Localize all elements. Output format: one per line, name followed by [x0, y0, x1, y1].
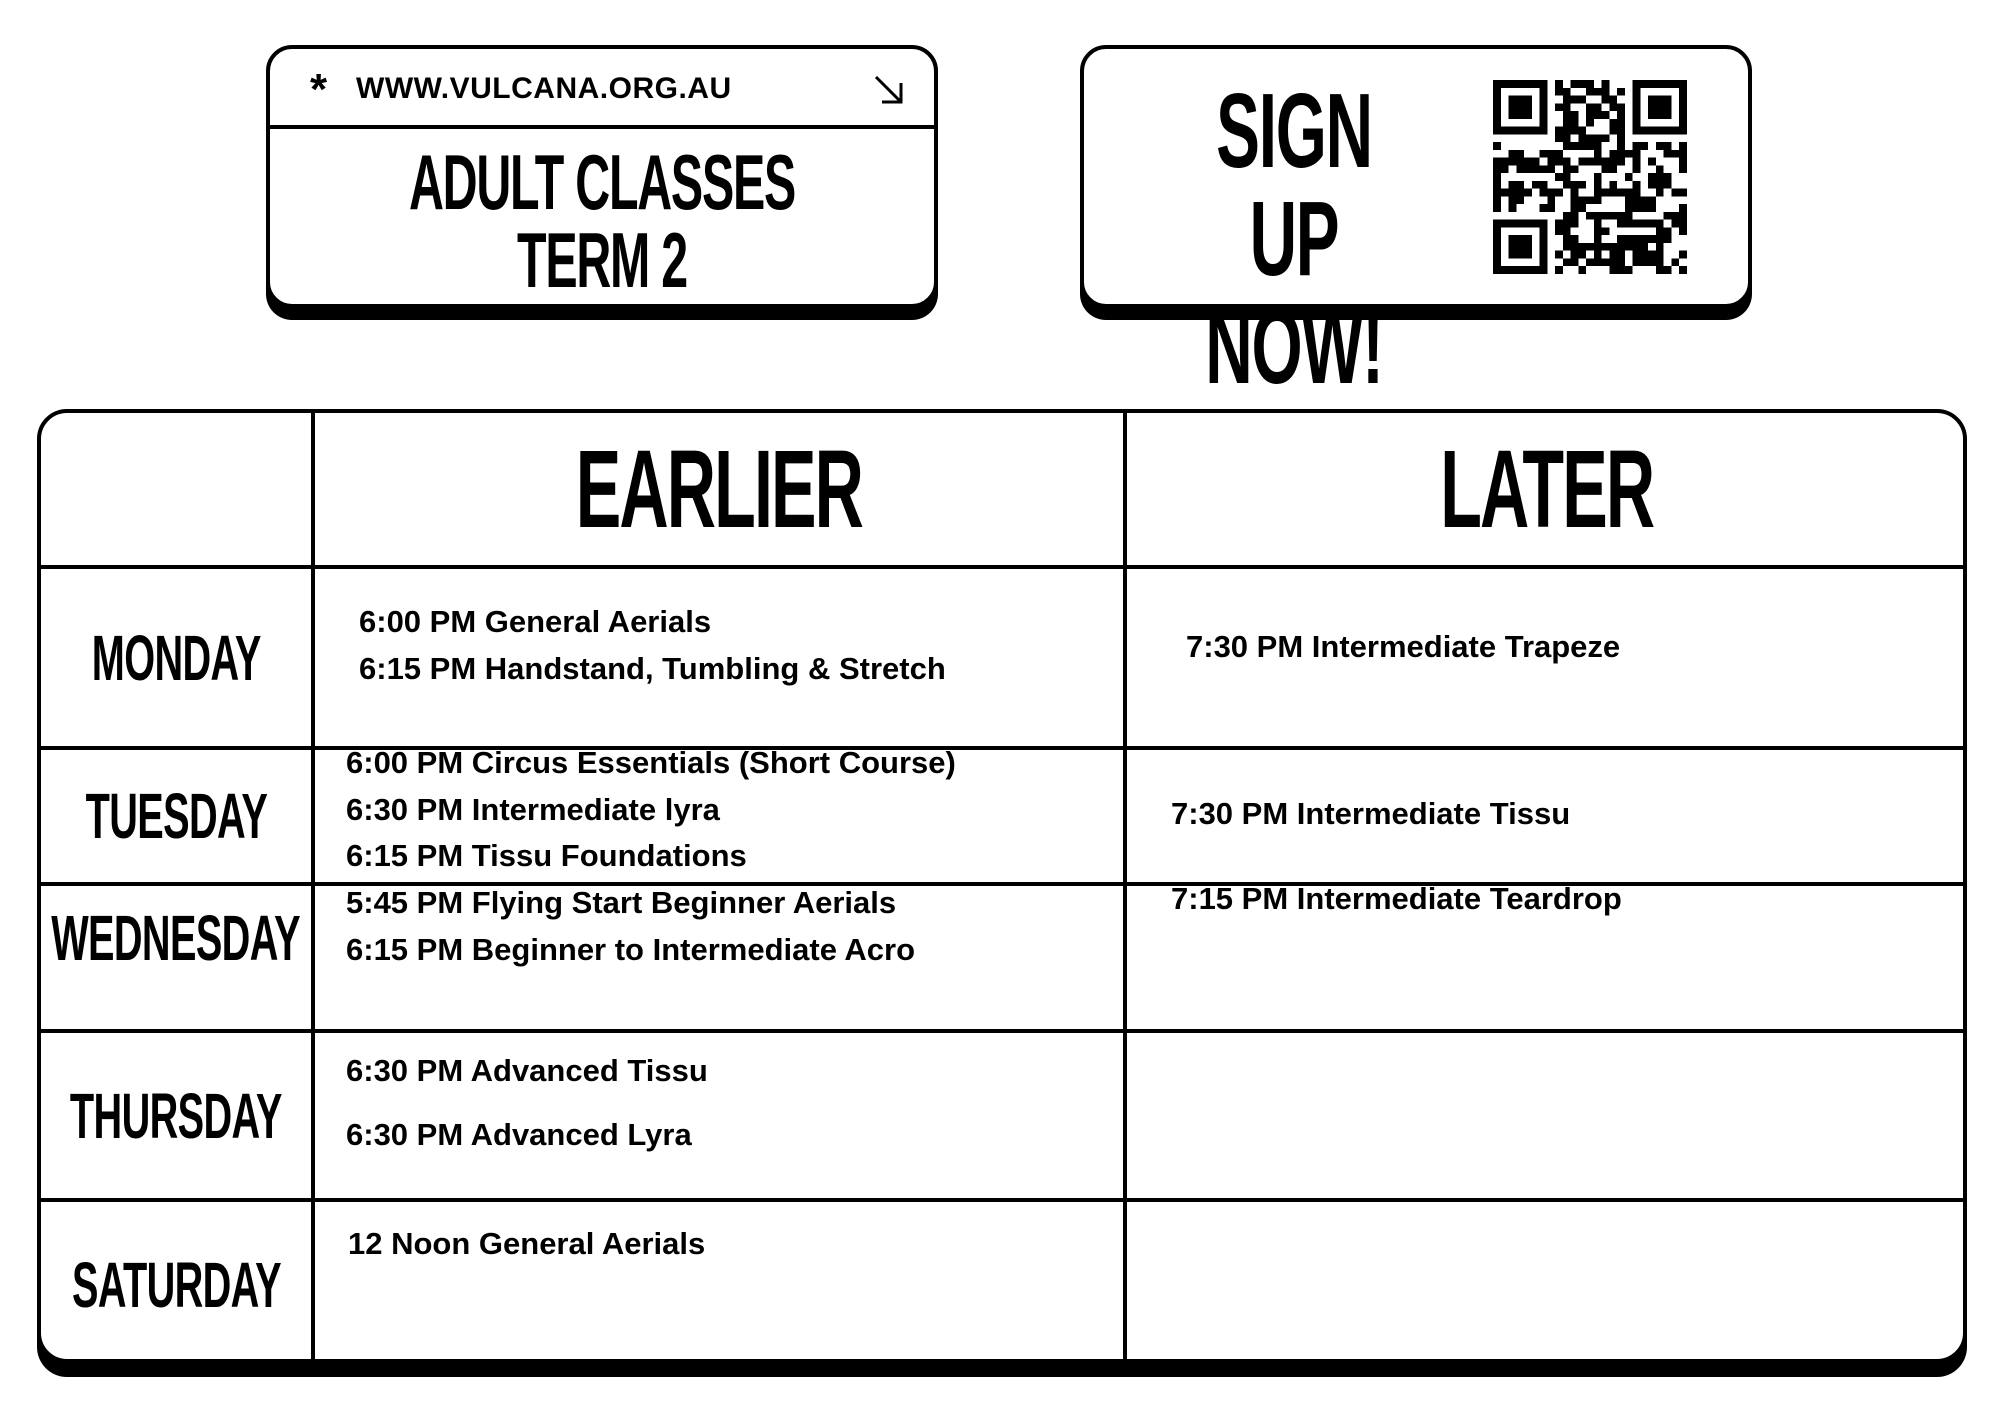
class-entry: 6:15 PM Beginner to Intermediate Acro [346, 932, 916, 967]
page-title [270, 138, 934, 304]
divider [41, 1029, 1963, 1033]
class-entry: 6:15 PM Handstand, Tumbling & Stretch [359, 651, 946, 686]
day-label-saturday: SATURDAY [71, 1248, 281, 1321]
class-entry: 7:15 PM Intermediate Teardrop [1171, 881, 1622, 916]
class-entry: 6:30 PM Advanced Lyra [346, 1117, 692, 1152]
divider [41, 746, 1963, 750]
day-label-thursday: THURSDAY [70, 1079, 282, 1152]
divider [41, 882, 1963, 886]
title-line-2: TERM 2 [517, 216, 687, 304]
signup-heading [1144, 72, 1444, 406]
qr-code-icon[interactable] [1493, 80, 1687, 274]
schedule-table [37, 409, 1967, 1363]
class-entry: 6:30 PM Advanced Tissu [346, 1053, 708, 1088]
signup-line-2: NOW! [1205, 288, 1383, 406]
website-url[interactable]: WWW.VULCANA.ORG.AU [356, 72, 732, 105]
arrow-down-right-icon [872, 73, 906, 107]
title-line-1: ADULT CLASSES [408, 138, 795, 226]
class-entry: 12 Noon General Aerials [348, 1226, 706, 1261]
term-info-card [266, 45, 938, 308]
signup-card [1080, 45, 1752, 406]
column-header-later: LATER [1440, 427, 1654, 551]
column-header-earlier: EARLIER [575, 427, 863, 551]
class-entry: 6:15 PM Tissu Foundations [346, 838, 747, 873]
signup-line-1: SIGN UP [1216, 72, 1372, 298]
url-bar [270, 49, 934, 129]
class-entry: 5:45 PM Flying Start Beginner Aerials [346, 885, 897, 920]
divider [41, 1198, 1963, 1202]
divider [41, 565, 1963, 569]
class-entry: 6:30 PM Intermediate lyra [346, 792, 720, 827]
class-entry: 6:00 PM Circus Essentials (Short Course) [346, 745, 956, 780]
class-entry: 7:30 PM Intermediate Trapeze [1186, 629, 1621, 664]
day-label-tuesday: TUESDAY [85, 780, 267, 852]
class-entry: 7:30 PM Intermediate Tissu [1171, 796, 1571, 831]
day-label-monday: MONDAY [91, 621, 261, 694]
class-entry: 6:00 PM General Aerials [359, 604, 712, 639]
day-label-wednesday: WEDNESDAY [51, 902, 301, 974]
asterisk-icon: * [310, 65, 328, 114]
